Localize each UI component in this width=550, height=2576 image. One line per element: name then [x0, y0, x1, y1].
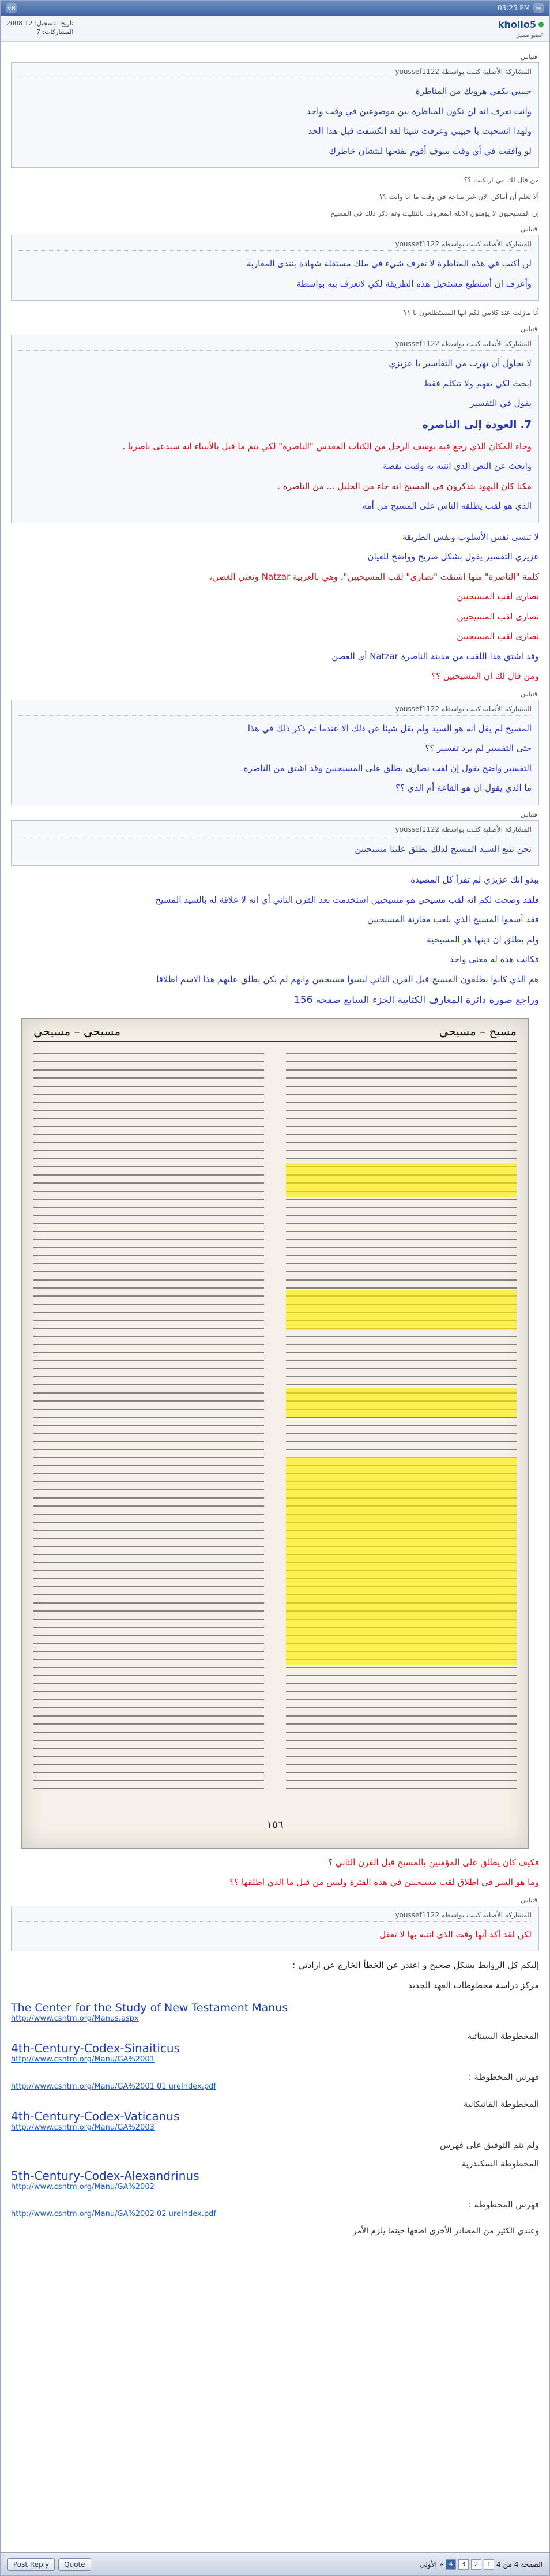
- scan-column-left: [33, 1053, 264, 1796]
- quote-line: ابحث لكي تفهم ولا تتكلم فقط: [423, 378, 532, 389]
- reply-line: نصارى لقب المسيحيين: [457, 591, 539, 602]
- reply-line: ألا تعلم أن أماكن الان غير متاحة في وقت ما انا وانت ؟؟: [379, 192, 539, 201]
- reply-line: وقد اشتق هذا اللقب من مدينة الناصرة Natzar أي الغصن: [331, 651, 539, 662]
- page-link-1[interactable]: 1: [484, 2559, 494, 2570]
- post-footer-bar: [1, 2552, 549, 2575]
- reply-line: وما هو السر في اطلاق لقب مسيحيين في هذه الفترة وليس من قبل ما الذي اطلقها ؟؟: [229, 1877, 539, 1888]
- manuscript-url-link[interactable]: http://www.csntm.org/Manu/GA%2002: [11, 2183, 155, 2192]
- reply-line: ومن قال لك ان المسيحيين ؟؟: [431, 671, 539, 682]
- manuscript-title: المخطوطة الفاتيكانية: [463, 2099, 539, 2110]
- closing-note: وعندي الكثير من المصادر الأخرى اضعها حينما يلزم الأمر: [352, 2226, 539, 2236]
- manuscript-title: فهرس المخطوطة :: [468, 2199, 539, 2210]
- reply-line: هم الذي كانوا يطلقون المسيح قبل القرن الثاني ليسوا مسيحيين وانهم لم يكن يطلق عليهم هذا الاسم اطلاقا: [156, 974, 539, 985]
- manuscript-block: [11, 2140, 539, 2150]
- center-name: The Center for the Study of New Testament Manus: [11, 2002, 288, 2015]
- quote-label: اقتباس: [521, 53, 539, 61]
- quote-label: اقتباس: [521, 1896, 539, 1904]
- quote-line: وابحث عن النص الذي انتبه به وقبت بقصة: [383, 461, 532, 472]
- quote-line: لكن لقد أكد أنها وقت الذي انتبه بها لا تعقل: [379, 1929, 532, 1940]
- quote-block: [11, 1906, 539, 1952]
- reply-line: من قال لك اني ارتكبت ؟؟: [464, 176, 539, 184]
- post-meta: [6, 19, 73, 36]
- quote-label: اقتباس: [521, 325, 539, 333]
- page-link-4[interactable]: 4: [446, 2559, 456, 2570]
- quote-line: وأعرف ان أستطيع مستحيل هذه الطريقة لكي لاتعرف بيه بواسطة: [296, 278, 532, 289]
- page-link-2[interactable]: 2: [471, 2559, 481, 2570]
- manuscript-url-link[interactable]: http://www.csntm.org/Manu/GA%2003: [11, 2123, 155, 2132]
- quote-line: الذي هو لقب يطلقه الناس على المسيح من أمه: [362, 501, 532, 512]
- top-bar: [1, 1, 549, 16]
- quote-block: [11, 700, 539, 805]
- online-status-icon: [538, 22, 544, 27]
- user-role: عضو مميز: [517, 31, 544, 39]
- quote-origin: المشاركة الأصلية كتبت بواسطة youssef1122: [18, 240, 532, 251]
- manuscript-name: 4th-Century-Codex-Sinaiticus: [11, 2041, 180, 2056]
- quote-line: وجاء المكان الذي رجع فيه يوسف الرجل من الكتاب المقدس "الناصرة" لكي يتم ما قيل بالأنبياء انه سيدعى ناصريا .: [122, 441, 532, 452]
- time-display: 03:25 PM: [498, 4, 530, 12]
- highlight-mark: [286, 1457, 517, 1665]
- forum-logo-icon: vB: [7, 4, 16, 12]
- reply-line: نصارى لقب المسيحيين: [457, 611, 539, 622]
- scan-page-number: ١٥٦: [266, 1818, 284, 1831]
- manuscript-title: المخطوطة السكندرية: [461, 2158, 539, 2169]
- quote-line: حتى التفسير لم يرد تفسير ؟؟: [425, 743, 532, 754]
- manuscript-block: [11, 2099, 539, 2132]
- quote-label: اقتباس: [521, 810, 539, 818]
- reply-text: [11, 1957, 539, 1993]
- quote-line: 7. العودة إلى الناصرة: [422, 418, 532, 431]
- pagination: [420, 2559, 543, 2570]
- quote-block: [11, 235, 539, 301]
- reply-line: إن المسيحيون لا يؤمنون الالله المعروف بالتثليث وتم ذكر ذلك في المسيح: [330, 209, 539, 217]
- reply-line: فكيف كان يطلق على المؤمنين بالمسيح قبل القرن الثاني ؟: [328, 1857, 539, 1868]
- manuscript-url-link[interactable]: http://www.csntm.org/Manu/GA%2002 02 ureIndex.pdf: [11, 2210, 216, 2219]
- reply-line: أنا مازلت عند كلامي لكم ايها المستطلعون يا ؟؟: [403, 309, 539, 317]
- quote-origin: المشاركة الأصلية كتبت بواسطة youssef1122: [18, 1911, 532, 1922]
- scan-header-right: مسيح – مسيحي: [439, 1024, 517, 1038]
- manuscript-title: ولم تتم التوفيق على فهرس: [440, 2140, 539, 2151]
- reply-line: مركز دراسة مخطوطات العهد الجديد: [408, 1980, 539, 1991]
- reply-text: [11, 306, 539, 320]
- manuscript-url-link[interactable]: http://www.csntm.org/Manu/GA%2001 01 ureIndex.pdf: [11, 2082, 216, 2091]
- center-link-block: [11, 2002, 539, 2023]
- quote-line: ما الذي يقول ان هو القاعة أم الذي ؟؟: [395, 783, 532, 794]
- manuscript-block: [11, 2031, 539, 2064]
- quote-block: [11, 335, 539, 523]
- highlight-mark: [286, 1290, 517, 1330]
- reply-text: [11, 529, 539, 685]
- quote-line: يقول في التفسير: [470, 398, 532, 409]
- manuscript-name: 5th-Century-Codex-Alexandrinus: [11, 2169, 199, 2183]
- highlight-mark: [286, 1388, 517, 1417]
- reply-line: يبدو انك عزيزي لم تقرأ كل المصيدة: [410, 874, 539, 885]
- reply-line: ولم يطلق ان دينها هو المسيحية: [427, 934, 539, 945]
- reply-headline: كلمة "الناصرة" منها اشتقت "نصارى" لقب المسيحيين"، وهي بالعربية Natzar وتعني الغصن،: [209, 571, 539, 582]
- reply-line: فلقد وضحت لكم انه لقب مسيحي هو مسيحيين استخدمت بعد القرن الثاني أي انه لا علاقة له بالسيد المسيح: [155, 894, 539, 905]
- manuscript-title: فهرس المخطوطة :: [468, 2072, 539, 2083]
- quote-origin: المشاركة الأصلية كتبت بواسطة youssef1122: [18, 340, 532, 351]
- quote-block: [11, 820, 539, 866]
- highlight-mark: [286, 1163, 517, 1197]
- scan-header-left: مسيحي – مسيحي: [33, 1024, 121, 1038]
- quote-line: وانت تعرف انه لن تكون المناظرة بين موضوعين في وقت واحد: [306, 106, 532, 117]
- reply-line: عزيزي التفسير يقول بشكل صريح وواضح للعيان: [367, 551, 539, 562]
- reply-text: [11, 1854, 539, 1891]
- reply-line: لا تنسى نفس الأسلوب ونفس الطريقة: [402, 531, 539, 542]
- manuscript-name: 4th-Century-Codex-Vaticanus: [11, 2109, 180, 2124]
- reply-text: [11, 174, 539, 220]
- username-text[interactable]: kholio5: [498, 19, 536, 30]
- quote-origin: المشاركة الأصلية كتبت بواسطة youssef1122: [18, 67, 532, 78]
- reply-line: نصارى لقب المسيحيين: [457, 631, 539, 642]
- quote-label: اقتباس: [521, 690, 539, 698]
- quote-line: حبيبي يكفي هروبك من المناظرة: [415, 86, 532, 96]
- quote-line: نحن نتبع السيد المسيح لذلك يطلق علينا مسيحيين: [355, 843, 532, 854]
- reply-text: [11, 872, 539, 1009]
- first-page-link[interactable]: « الأولى: [420, 2560, 444, 2569]
- manuscript-url-link[interactable]: http://www.csntm.org/Manu/GA%2001: [11, 2055, 155, 2064]
- quote-block: [11, 62, 539, 168]
- post-count: المشاركات: 7: [36, 28, 74, 36]
- page-label: الصفحة 4 من 4: [496, 2560, 543, 2569]
- post-body: [1, 42, 549, 2552]
- quote-line: المسيح لم يقل أنه هو السيد ولم يقل شيئا عن ذلك الا عندما تم ذكر ذلك في هذا: [247, 723, 532, 734]
- quote-line: لا تحاول أن تهرب من التفاسير يا عزيزي: [389, 358, 532, 369]
- quote-line: مكنا كان اليهود يتذكرون في المسيح انه جاء من الجليل ... من الناصرة .: [277, 480, 532, 491]
- reply-line: إليكم كل الروابط بشكل صحيح و اعتذر عن الخطأ الخارج عن ارادتي :: [292, 1960, 539, 1971]
- quote-line: لن أكتب في هذه المناظرة لا تعرف شيء في ملك مستقلة شهادة بنتدى المغاربة: [246, 258, 532, 269]
- quote-line: التفسير واضح يقول إن لقب نصارى يطلق على المسيحيين وقد اشتق من الناصرة: [243, 763, 532, 773]
- book-page-scan[interactable]: [21, 1018, 529, 1849]
- page-link-3[interactable]: 3: [458, 2559, 469, 2570]
- quote-origin: المشاركة الأصلية كتبت بواسطة youssef1122: [18, 825, 532, 836]
- post-header: [1, 16, 549, 42]
- quote-button[interactable]: Quote: [58, 2558, 91, 2571]
- manuscript-block: [11, 2072, 539, 2091]
- quote-line: لو وافقت في أي وقت سوف أقوم بفتحها لنتشان خاطرك: [329, 145, 532, 156]
- quote-origin: المشاركة الأصلية كتبت بواسطة youssef1122: [18, 705, 532, 716]
- manuscript-title: المخطوطة السينائية: [467, 2031, 539, 2042]
- reply-line: فكانت هذه له معنى واحد: [449, 954, 539, 965]
- center-url-link[interactable]: http://www.csntm.org/Manus.aspx: [11, 2014, 139, 2023]
- menu-icon[interactable]: ☰: [533, 3, 544, 13]
- reply-line: فقد أسموا المسيح الذي بلعب مقارنة المسيحيين: [367, 914, 539, 925]
- scan-header: [33, 1024, 517, 1042]
- post-reply-button[interactable]: Post Reply: [7, 2558, 55, 2571]
- join-date: تاريخ التسجيل: 12 2008: [6, 20, 74, 27]
- post-author[interactable]: [498, 19, 544, 30]
- quote-line: ولهذا انسحبت يا حبيبي وعرفت شيئا لقد انكشفت قبل هذا الحد: [308, 126, 532, 136]
- quote-label: اقتباس: [521, 226, 539, 234]
- manuscript-block: [11, 2199, 539, 2218]
- manuscript-block: [11, 2158, 539, 2191]
- reply-line: وراجع صورة دائرة المعارف الكتابية الجزء السابع صفحة 156: [294, 994, 539, 1007]
